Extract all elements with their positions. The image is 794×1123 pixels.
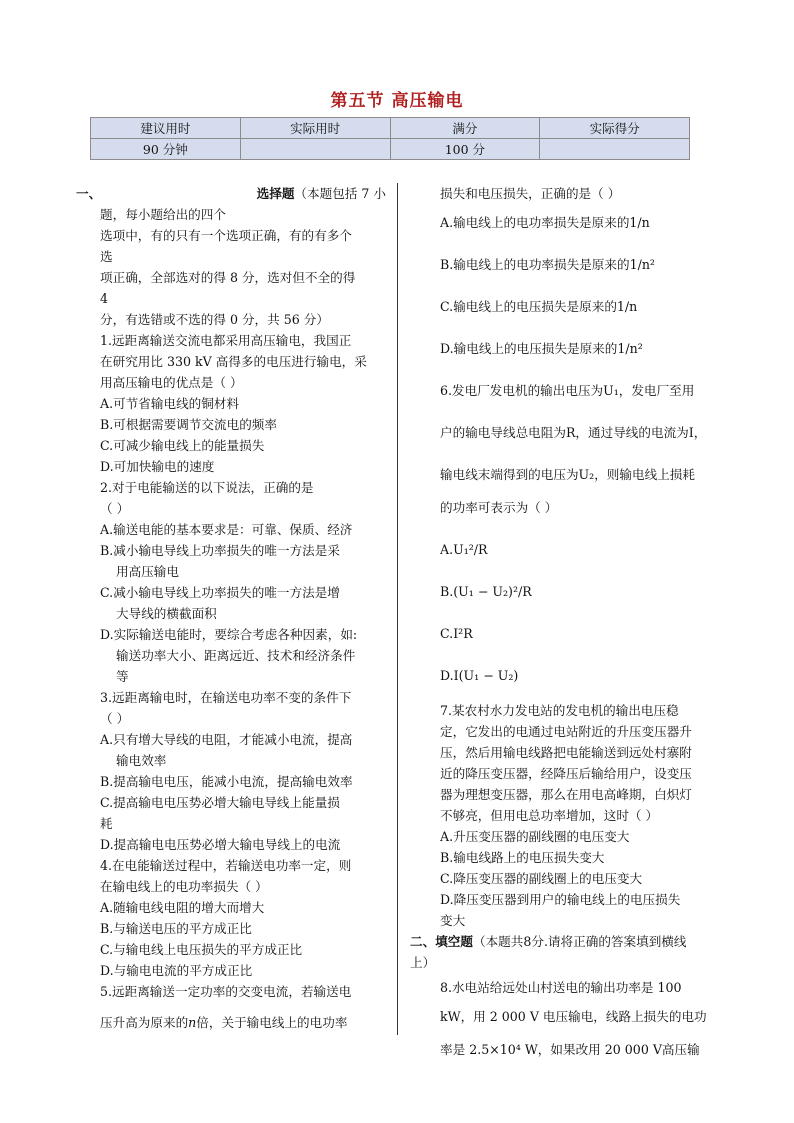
question-4-option-a: A.随输电线电阻的增大而增大 bbox=[100, 900, 265, 915]
question-3-option-b: B.提高输电电压，能减小电流，提高输电效率 bbox=[100, 774, 353, 789]
question-8-text: 率是 2.5×10⁴ W，如果改用 20 000 V高压输 bbox=[440, 1042, 700, 1057]
question-5-text-part: 倍，关于输电线上的电功率 bbox=[196, 1015, 348, 1030]
section1-instruction: （本题包括 7 小 bbox=[294, 186, 386, 201]
question-7-option-d-cont: 变大 bbox=[440, 913, 466, 928]
question-7-text: 压，然后用输电线路把电能输送到远处村寨附 bbox=[440, 745, 692, 760]
right-column bbox=[410, 183, 724, 1060]
question-6-text: 输电线末端得到的电压为U₂，则输电线上损耗 bbox=[440, 467, 695, 482]
question-7-option-d: D.降压变压器到用户的输电线上的电压损失 bbox=[440, 892, 681, 907]
question-5-option-d: D.输电线上的电压损失是原来的1/n² bbox=[440, 341, 643, 356]
question-5-continuation: 损失和电压损失，正确的是（ ） bbox=[440, 186, 621, 201]
question-3-option-a: A.只有增大导线的电阻，才能减小电流，提高 bbox=[100, 732, 353, 747]
info-table-header-row bbox=[91, 118, 690, 139]
value-full-score: 100 分 bbox=[390, 139, 540, 160]
question-8-text: 8.水电站给远处山村送电的输出功率是 100 bbox=[440, 980, 682, 995]
question-2-option-c: C.减小输电导线上功率损失的唯一方法是增 bbox=[100, 585, 340, 600]
question-5-text-part: 压升高为原来的 bbox=[100, 1015, 189, 1030]
header-actual-time: 实际用时 bbox=[240, 118, 390, 139]
question-4-option-c: C.与输电线上电压损失的平方成正比 bbox=[100, 942, 303, 957]
info-table-value-row bbox=[91, 139, 690, 160]
section1-line: 4 bbox=[100, 291, 109, 306]
question-4-text: 4.在电能输送过程中，若输送电功率一定，则 bbox=[100, 858, 352, 873]
question-2-option-c-cont: 大导线的横截面积 bbox=[116, 606, 217, 621]
question-1-option-a: A.可节省输电线的铜材料 bbox=[100, 396, 240, 411]
question-6-text: 6.发电厂发电机的输出电压为U₁，发电厂至用 bbox=[440, 383, 695, 398]
question-6-text: 户的输电导线总电阻为R，通过导线的电流为I， bbox=[440, 425, 707, 440]
question-3-text: 3.远距离输电时，在输送电功率不变的条件下 bbox=[100, 690, 352, 705]
question-3-option-c-cont: 耗 bbox=[100, 816, 113, 831]
question-3-option-c: C.提高输电电压势必增大输电导线上能量损 bbox=[100, 795, 340, 810]
value-actual-time bbox=[240, 139, 390, 160]
question-6-option-b: B.(U₁ − U₂)²/R bbox=[440, 584, 532, 599]
question-7-text: 近的降压变压器，经降压后输给用户，设变压 bbox=[440, 766, 692, 781]
section1-heading bbox=[76, 183, 386, 204]
question-6-option-c: C.I²R bbox=[440, 626, 473, 641]
question-1-text: 1.远距离输送交流电都采用高压输电，我国正 bbox=[100, 333, 352, 348]
question-2-option-d-cont: 等 bbox=[116, 669, 129, 684]
question-2-option-d: D.实际输送电能时，要综合考虑各种因素，如: bbox=[100, 627, 358, 642]
question-4-option-d: D.与输电电流的平方成正比 bbox=[100, 963, 253, 978]
value-suggested-time: 90 分钟 bbox=[91, 139, 241, 160]
left-column bbox=[76, 183, 386, 1033]
section2-number: 二、 bbox=[410, 934, 436, 949]
question-2-text: 2.对于电能输送的以下说法，正确的是 bbox=[100, 480, 314, 495]
question-3-text: （ ） bbox=[100, 711, 130, 726]
question-2-option-a: A.输送电能的基本要求是：可靠、保质、经济 bbox=[100, 522, 353, 537]
section1-line: 分，有选错或不选的得 0 分，共 56 分） bbox=[100, 312, 329, 327]
section1-number: 一、 bbox=[76, 186, 102, 201]
header-suggested-time: 建议用时 bbox=[91, 118, 241, 139]
question-2-option-b-cont: 用高压输电 bbox=[116, 564, 179, 579]
section1-heading-right bbox=[257, 183, 386, 204]
question-3-option-a-cont: 输电效率 bbox=[116, 753, 167, 768]
question-6-option-a: A.U₁²/R bbox=[440, 542, 488, 557]
question-5-option-b: B.输电线上的电功率损失是原来的1/n² bbox=[440, 257, 655, 272]
question-7-option-a: A.升压变压器的副线圈的电压变大 bbox=[440, 829, 630, 844]
question-8-text: kW，用 2 000 V 电压输电，线路上损失的电功 bbox=[440, 1009, 707, 1024]
section2-instruction-cont: 上） bbox=[410, 955, 436, 970]
value-actual-score bbox=[540, 139, 690, 160]
section2-title: 填空题 bbox=[435, 934, 473, 949]
section2-heading bbox=[410, 931, 724, 952]
header-full-score: 满分 bbox=[390, 118, 540, 139]
question-4-text: 在输电线上的电功率损失（ ） bbox=[100, 879, 268, 894]
question-1-option-d: D.可加快输电的速度 bbox=[100, 459, 215, 474]
info-table bbox=[90, 117, 690, 160]
question-5-variable-n: n bbox=[188, 1015, 197, 1030]
section1-line: 选 bbox=[100, 249, 113, 264]
section1-line: 题，每小题给出的四个 bbox=[100, 207, 226, 222]
question-7-option-b: B.输电线路上的电压损失变大 bbox=[440, 850, 605, 865]
question-2-text: （ ） bbox=[100, 501, 130, 516]
question-5-text: 5.远距离输送一定功率的交变电流，若输送电 bbox=[100, 984, 352, 999]
page-title: 第五节 高压输电 bbox=[330, 91, 464, 111]
question-5-option-c: C.输电线上的电压损失是原来的1/n bbox=[440, 299, 638, 314]
question-1-option-c: C.可减少输电线上的能量损失 bbox=[100, 438, 265, 453]
question-7-text: 7.某农村水力发电站的发电机的输出电压稳 bbox=[440, 703, 679, 718]
question-4-option-b: B.与输送电压的平方成正比 bbox=[100, 921, 252, 936]
question-2-option-d-cont: 输送功率大小、距离远近、技术和经济条件 bbox=[116, 648, 356, 663]
question-6-text: 的功率可表示为（ ） bbox=[440, 500, 558, 515]
question-1-text: 在研究用比 330 kV 高得多的电压进行输电，采 bbox=[100, 354, 367, 369]
header-actual-score: 实际得分 bbox=[540, 118, 690, 139]
question-7-text: 不够亮，但用电总功率增加，这时（ ） bbox=[440, 808, 659, 823]
question-5-option-a: A.输电线上的电功率损失是原来的1/n bbox=[440, 215, 650, 230]
column-divider bbox=[397, 183, 398, 1035]
question-7-option-c: C.降压变压器的副线圈上的电压变大 bbox=[440, 871, 643, 886]
section2-instruction: （本题共8分.请将正确的答案填到横线 bbox=[472, 934, 687, 949]
section1-line: 项正确，全部选对的得 8 分，选对但不全的得 bbox=[100, 270, 356, 285]
question-5-text-2 bbox=[76, 1012, 386, 1033]
section1-line: 选项中，有的只有一个选项正确，有的有多个 bbox=[100, 228, 352, 243]
question-7-text: 定，它发出的电通过电站附近的升压变压器升 bbox=[440, 724, 692, 739]
question-2-option-b: B.减小输电导线上功率损失的唯一方法是采 bbox=[100, 543, 340, 558]
question-1-text: 用高压输电的优点是（ ） bbox=[100, 375, 243, 390]
question-1-option-b: B.可根据需要调节交流电的频率 bbox=[100, 417, 277, 432]
question-3-option-d: D.提高输电电压势必增大输电导线上的电流 bbox=[100, 837, 341, 852]
question-7-text: 器为理想变压器，那么在用电高峰期，白炽灯 bbox=[440, 787, 692, 802]
section1-title: 选择题 bbox=[256, 186, 295, 201]
question-6-option-d: D.I(U₁ − U₂) bbox=[440, 668, 519, 683]
